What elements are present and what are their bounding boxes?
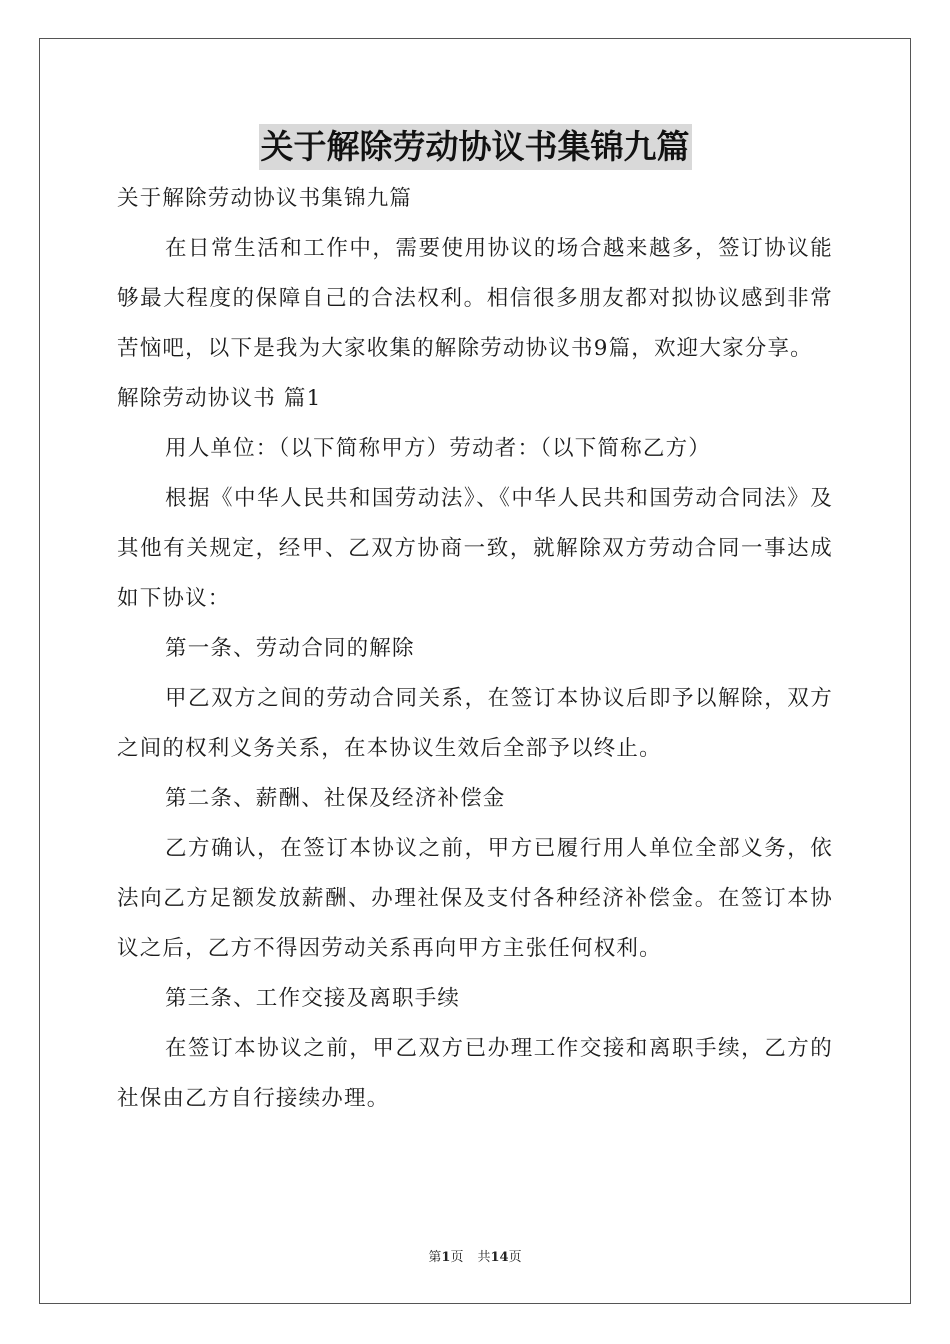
total-pages: 14 [490, 1250, 509, 1265]
article-2-body: 乙方确认，在签订本协议之前，甲方已履行用人单位全部义务，依法向乙方足额发放薪酬、办理社保及支付各种经济补偿金。在签订本协议之后，乙方不得因劳动关系再向甲方主张任何权利。 [117, 836, 833, 961]
document-body [117, 174, 833, 1124]
total-prefix: 共 [477, 1250, 491, 1265]
total-suffix: 页 [508, 1250, 522, 1265]
paragraph-subtitle: 关于解除劳动协议书集锦九篇 [117, 186, 413, 211]
article-2-heading: 第二条、薪酬、社保及经济补偿金 [165, 786, 506, 811]
page-footer [0, 1246, 950, 1265]
page-suffix: 页 [450, 1250, 464, 1265]
page-number: 1 [441, 1250, 451, 1265]
article-1-heading: 第一条、劳动合同的解除 [165, 636, 415, 661]
title-container [0, 124, 950, 170]
paragraph-basis: 根据《中华人民共和国劳动法》、《中华人民共和国劳动合同法》及其他有关规定，经甲、乙双方协商一致，就解除双方劳动合同一事达成如下协议： [117, 486, 833, 611]
section-heading: 解除劳动协议书 篇1 [117, 386, 322, 411]
paragraph-intro: 在日常生活和工作中，需要使用协议的场合越来越多，签订协议能够最大程度的保障自己的合法权利。相信很多朋友都对拟协议感到非常苦恼吧，以下是我为大家收集的解除劳动协议书9篇，欢迎大家分享。 [117, 236, 833, 361]
paragraph-parties: 用人单位：（以下简称甲方）劳动者：（以下简称乙方） [165, 436, 712, 461]
article-1-body: 甲乙双方之间的劳动合同关系，在签订本协议后即予以解除，双方之间的权利义务关系，在本协议生效后全部予以终止。 [117, 686, 833, 761]
article-3-body: 在签订本协议之前，甲乙双方已办理工作交接和离职手续，乙方的社保由乙方自行接续办理。 [117, 1036, 833, 1111]
document-title: 关于解除劳动协议书集锦九篇 [259, 124, 692, 170]
article-3-heading: 第三条、工作交接及离职手续 [165, 986, 461, 1011]
page-prefix: 第 [428, 1250, 442, 1265]
